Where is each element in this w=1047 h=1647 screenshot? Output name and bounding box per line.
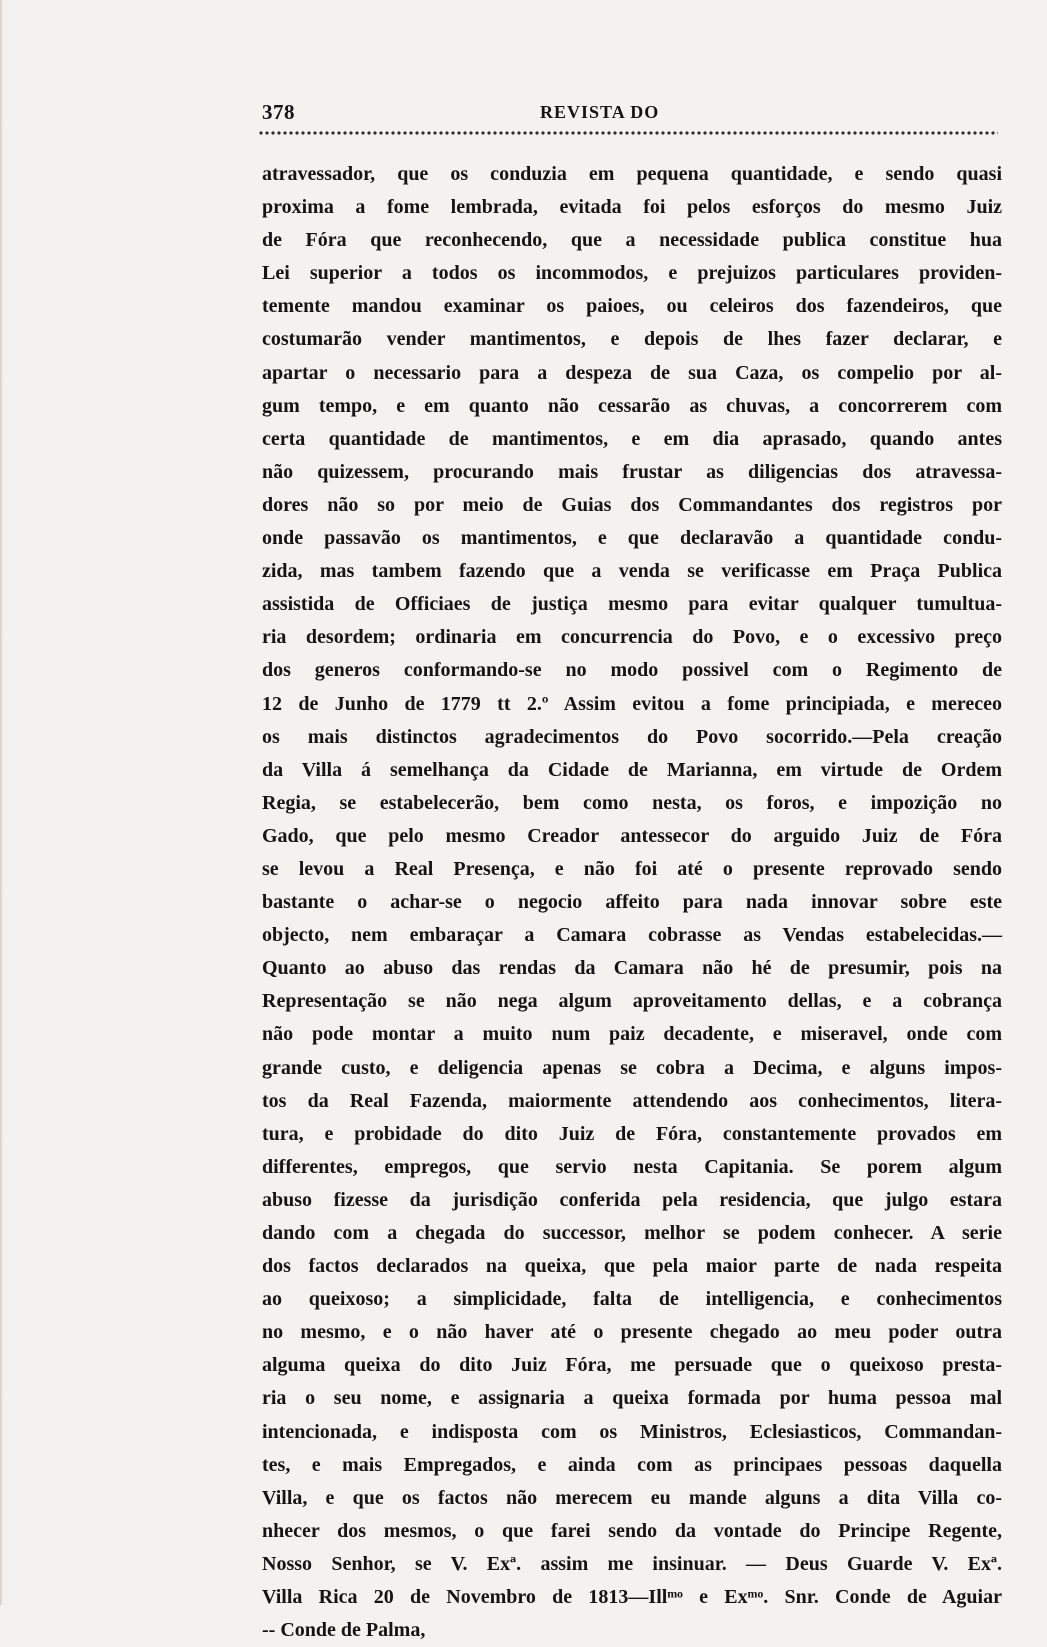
text-line: Quanto ao abuso das rendas da Camara não hé de presumir, pois na: [262, 957, 1002, 980]
text-line: tos da Real Fazenda, maiormente attendendo aos conhecimentos, litera-: [262, 1089, 1002, 1112]
header-ornamental-rule: [258, 131, 998, 136]
text-line: zida, mas tambem fazendo que a venda se verificasse em Praça Publica: [262, 560, 1002, 583]
page-edge-shadow: [0, 0, 3, 1605]
text-line: ria o seu nome, e assignaria a queixa formada por huma pessoa mal: [262, 1387, 1002, 1410]
text-line: tes, e mais Empregados, e ainda com as principaes pessoas daquella: [262, 1453, 1002, 1476]
text-line: dos generos conformando-se no modo possivel com o Regimento de: [262, 659, 1002, 682]
text-line: tura, e probidade do dito Juiz de Fóra, constantemente provados em: [262, 1122, 1002, 1145]
text-line: -- Conde de Palma,: [262, 1619, 426, 1642]
text-line: Villa, e que os factos não merecem eu mande alguns a dita Villa co-: [262, 1486, 1002, 1509]
text-line: abuso fizesse da jurisdição conferida pela residencia, que julgo estara: [262, 1188, 1002, 1211]
text-line: dos factos declarados na queixa, que pela maior parte de nada respeita: [262, 1255, 1002, 1278]
running-head: REVISTA DO: [540, 102, 660, 122]
text-line: alguma queixa do dito Juiz Fóra, me persuade que o queixoso presta-: [262, 1354, 1002, 1377]
text-line: nhecer dos mesmos, o que farei sendo da vontade do Principe Regente,: [262, 1519, 1002, 1542]
text-line: Lei superior a todos os incommodos, e prejuizos particulares providen-: [262, 262, 1002, 285]
text-line: costumarão vender mantimentos, e depois de lhes fazer declarar, e: [262, 328, 1002, 351]
text-line: assistida de Officiaes de justiça mesmo para evitar qualquer tumultua-: [262, 593, 1002, 616]
text-line: objecto, nem embaraçar a Camara cobrasse as Vendas estabelecidas.—: [262, 924, 1002, 947]
text-line: dores não so por meio de Guias dos Commandantes dos registros por: [262, 493, 1002, 516]
text-line: gum tempo, e em quanto não cessarão as chuvas, a concorrerem com: [262, 394, 1002, 417]
text-line: grande custo, e deligencia apenas se cobra a Decima, e alguns impos-: [262, 1056, 1002, 1079]
page-number: 378: [262, 100, 295, 124]
text-line: de Fóra que reconhecendo, que a necessidade publica constitue hua: [262, 229, 1002, 252]
text-line: intencionada, e indisposta com os Ministros, Eclesiasticos, Commandan-: [262, 1420, 1002, 1443]
text-line: temente mandou examinar os paioes, ou celeiros dos fazendeiros, que: [262, 295, 1002, 318]
text-line: bastante o achar-se o negocio affeito para nada innovar sobre este: [262, 891, 1002, 914]
text-line: Gado, que pelo mesmo Creador antessecor do arguido Juiz de Fóra: [262, 824, 1002, 847]
text-line: Villa Rica 20 de Novembro de 1813—Illᵐᵒ e Exᵐᵒ. Snr. Conde de Aguiar: [262, 1586, 1002, 1609]
text-line: Regia, se estabelecerão, bem como nesta, os foros, e impozição no: [262, 791, 1002, 814]
text-line: 12 de Junho de 1779 tt 2.º Assim evitou a fome principiada, e mereceo: [262, 692, 1002, 715]
text-line: não quizessem, procurando mais frustar as diligencias dos atravessa-: [262, 460, 1002, 483]
text-line: da Villa á semelhança da Cidade de Marianna, em virtude de Ordem: [262, 758, 1002, 781]
text-line: Nosso Senhor, se V. Exª. assim me insinuar. — Deus Guarde V. Exª.: [262, 1552, 1002, 1575]
text-line: certa quantidade de mantimentos, e em dia aprasado, quando antes: [262, 427, 1002, 450]
text-line: apartar o necessario para a despeza de sua Caza, os compelio por al-: [262, 361, 1002, 384]
text-line: dando com a chegada do successor, melhor se podem conhecer. A serie: [262, 1222, 1002, 1244]
text-line: ao queixoso; a simplicidade, falta de intelligencia, e conhecimentos: [262, 1288, 1002, 1311]
text-line: ria desordem; ordinaria em concurrencia do Povo, e o excessivo preço: [262, 626, 1002, 649]
body-text: [262, 158, 1002, 1647]
text-line: Representação se não nega algum aproveitamento dellas, e a cobrança: [262, 990, 1002, 1013]
text-line: se levou a Real Presença, e não foi até o presente reprovado sendo: [262, 857, 1002, 880]
text-line: onde passavão os mantimentos, e que declaravão a quantidade condu-: [262, 527, 1002, 550]
page-header: [262, 100, 997, 130]
text-line: não pode montar a muito num paiz decadente, e miseravel, onde com: [262, 1023, 1002, 1046]
text-line: no mesmo, e o não haver até o presente chegado ao meu poder outra: [262, 1321, 1002, 1344]
text-line: proxima a fome lembrada, evitada foi pelos esforços do mesmo Juiz: [262, 196, 1002, 219]
text-line: differentes, empregos, que servio nesta Capitania. Se porem algum: [262, 1155, 1002, 1178]
text-line: os mais distinctos agradecimentos do Povo socorrido.—Pela creação: [262, 725, 1002, 748]
text-line: atravessador, que os conduzia em pequena quantidade, e sendo quasi: [262, 163, 1002, 185]
